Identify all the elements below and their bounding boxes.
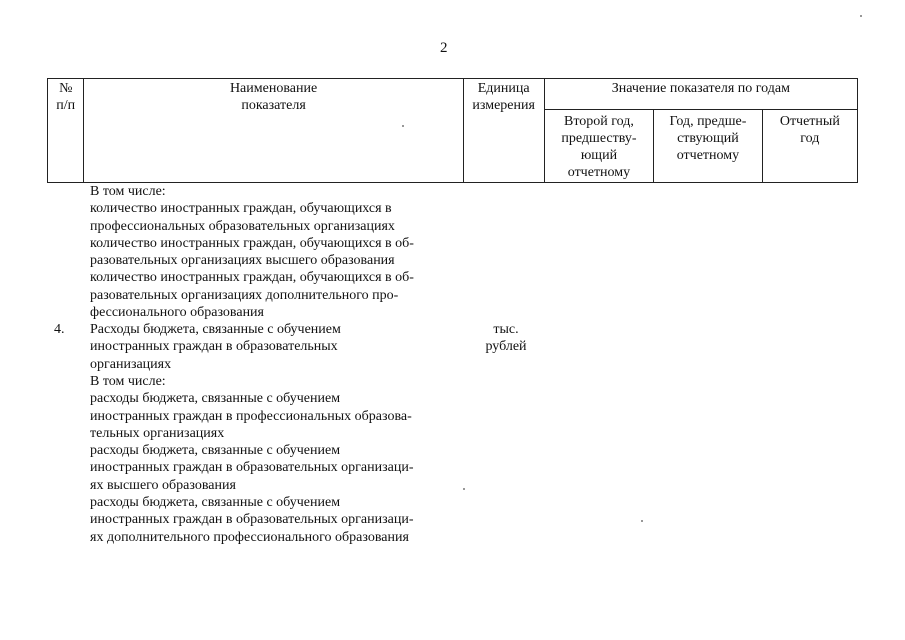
header-second-year-before: Второй год, предшеству- ющий отчетному	[544, 110, 653, 183]
scan-speck	[463, 488, 465, 490]
scan-speck	[402, 125, 404, 127]
row-number: 4.	[54, 322, 65, 337]
row-name: Расходы бюджета, связанные с обучением иностранных граждан в образовательных организациях	[90, 322, 341, 372]
row-unit: тыс. рублей	[485, 322, 527, 355]
page-number: 2	[440, 40, 448, 56]
scan-speck	[860, 15, 862, 17]
indicator-breakdown-students: В том числе: количество иностранных граждан, обучающихся в профессиональных образовательных организациях количество иностранных граждан, обучающихся в об- разовательных организациях высшего образования количество иностранных граждан, обучающихся в об- разовательных организациях дополнительного про- фессионального образования	[90, 184, 414, 321]
header-num: № п/п	[48, 79, 84, 183]
header-name: Наименование показателя	[84, 79, 463, 183]
indicator-breakdown-expenses: В том числе: расходы бюджета, связанные с обучением иностранных граждан в профессиональных образова- тельных организациях расходы бюджета, связанные с обучением иностранных граждан в образовательных организаци- ях высшего образования расходы бюджета, связанные с обучением иностранных граждан в образовательных организаци- ях дополнительного профессионального образования	[90, 374, 414, 545]
header-values-group: Значение показателя по годам	[544, 79, 857, 110]
header-reporting-year: Отчетный год	[762, 110, 857, 183]
header-year-before: Год, предше- ствующий отчетному	[654, 110, 762, 183]
scan-speck	[641, 520, 643, 522]
header-unit: Единица измерения	[463, 79, 544, 183]
table-header	[47, 78, 858, 183]
